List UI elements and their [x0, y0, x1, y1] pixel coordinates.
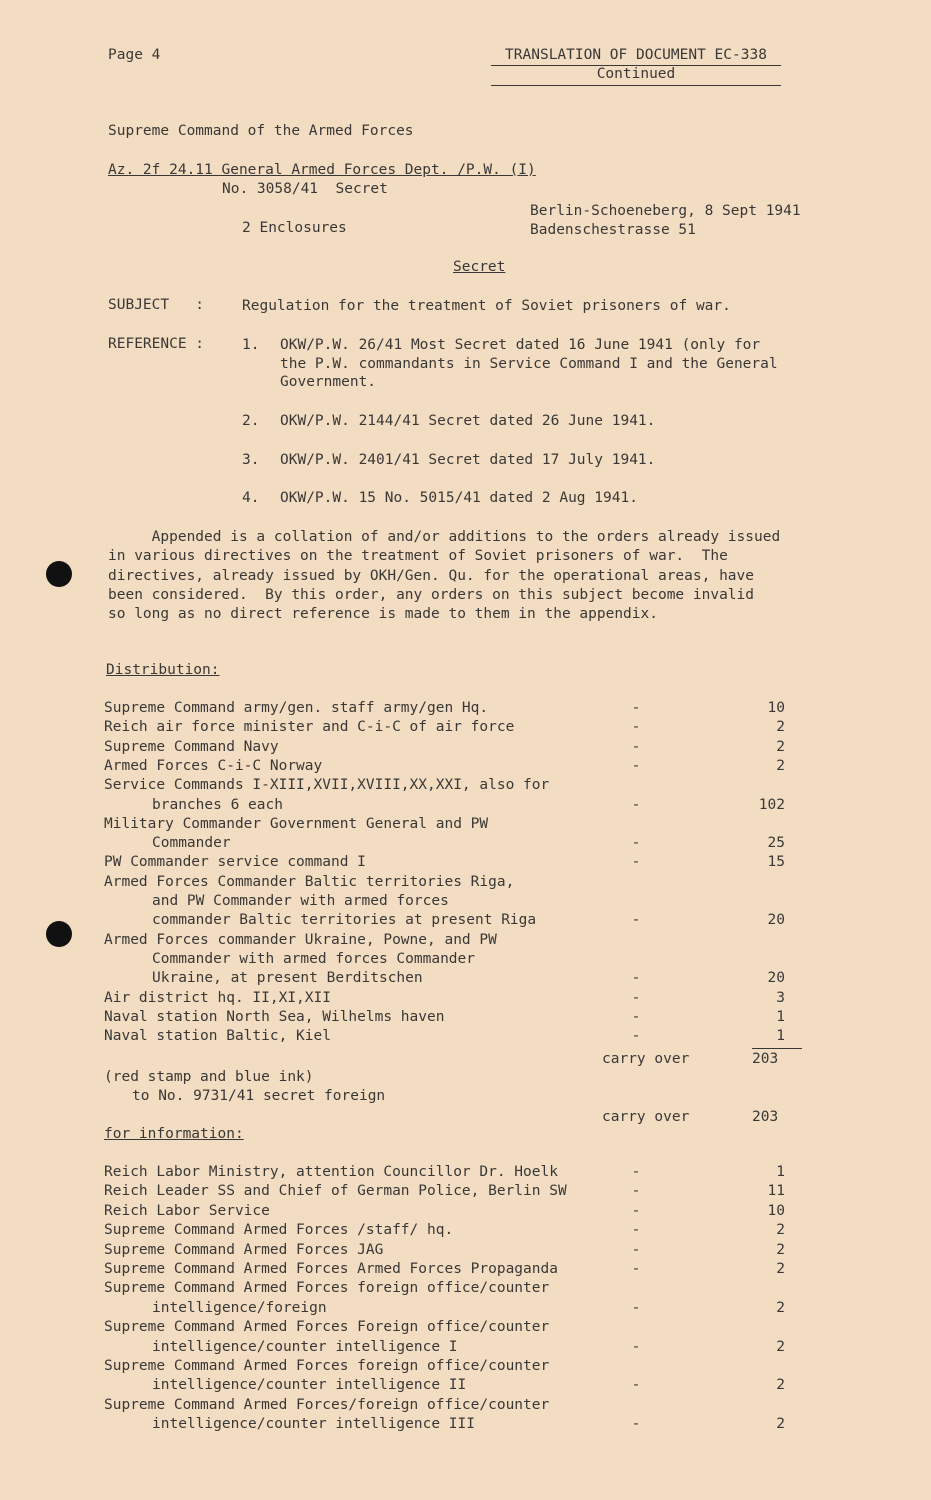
punch-hole-top [46, 561, 72, 587]
body-line: directives, already issued by OKH/Gen. Qu. for the operational areas, have [108, 568, 755, 584]
information-row [0, 1318, 931, 1337]
distribution-row [0, 718, 931, 737]
information-recipient: Supreme Command Armed Forces foreign office/counter [104, 1280, 550, 1297]
information-recipient: Supreme Command Armed Forces Armed Forces Propaganda [104, 1261, 558, 1277]
information-dash: - [631, 1202, 641, 1219]
reference-line: OKW/P.W. 15 No. 5015/41 dated 2 Aug 1941. [280, 490, 638, 506]
distribution-dash: - [631, 757, 641, 774]
information-recipient: Reich Labor Ministry, attention Councillor Dr. Hoelk [104, 1164, 558, 1180]
enclosures: 2 Enclosures [242, 220, 347, 236]
information-recipient: Reich Leader SS and Chief of German Police, Berlin SW [104, 1183, 567, 1200]
distribution-row [0, 738, 931, 757]
document-continued: Continued [596, 66, 676, 82]
distribution-recipient: and PW Commander with armed forces [152, 893, 449, 909]
information-row [0, 1396, 931, 1415]
information-copies: 2 [776, 1241, 785, 1258]
distribution-row [0, 834, 931, 853]
distribution-row [0, 931, 931, 950]
continued-underline [491, 85, 781, 86]
information-row [0, 1260, 931, 1279]
distribution-copies: 20 [767, 970, 785, 987]
document-title: TRANSLATION OF DOCUMENT EC-338 [505, 47, 767, 63]
information-row [0, 1299, 931, 1318]
distribution-row [0, 1008, 931, 1027]
document-number: No. 3058/41 Secret [222, 181, 388, 197]
information-dash: - [631, 1299, 641, 1316]
distribution-row [0, 757, 931, 776]
distribution-recipient: Reich air force minister and C-i-C of air force [104, 719, 515, 736]
distribution-copies: 2 [776, 719, 785, 736]
sum-rule [752, 1048, 802, 1049]
issuing-org: Supreme Command of the Armed Forces [108, 123, 414, 139]
distribution-copies: 25 [767, 835, 785, 852]
distribution-copies: 1 [776, 1028, 785, 1045]
carry-over-value-2: 203 [752, 1109, 779, 1125]
information-row [0, 1163, 931, 1182]
distribution-recipient: Supreme Command army/gen. staff army/gen Hq. [104, 700, 489, 716]
stamp-note-ref: to No. 9731/41 secret foreign [132, 1088, 386, 1104]
distribution-copies: 15 [767, 854, 785, 871]
body-line: so long as no direct reference is made to them in the appendix. [108, 606, 658, 622]
information-recipient: intelligence/counter intelligence II [152, 1377, 467, 1394]
distribution-copies: 2 [776, 738, 785, 755]
distribution-dash: - [631, 912, 641, 929]
information-copies: 2 [776, 1338, 785, 1355]
distribution-recipient: PW Commander service command I [104, 854, 366, 871]
distribution-recipient: Supreme Command Navy [104, 738, 279, 755]
distribution-heading: Distribution: [106, 662, 220, 678]
carry-over-label-2: carry over [602, 1109, 690, 1125]
distribution-row [0, 873, 931, 892]
distribution-recipient: Commander with armed forces Commander [152, 950, 476, 967]
information-dash: - [631, 1416, 641, 1433]
information-recipient: intelligence/counter intelligence III [152, 1416, 476, 1433]
street-address: Badenschestrasse 51 [530, 222, 696, 238]
distribution-dash: - [631, 719, 641, 736]
information-row [0, 1202, 931, 1221]
reference-label: REFERENCE : [108, 336, 205, 352]
carry-over-value: 203 [752, 1051, 779, 1067]
body-line: Appended is a collation of and/or additions to the orders already issued [108, 529, 781, 545]
distribution-row [0, 796, 931, 815]
information-row [0, 1338, 931, 1357]
distribution-dash: - [631, 835, 641, 852]
information-row [0, 1376, 931, 1395]
distribution-recipient: Armed Forces commander Ukraine, Powne, and PW [104, 931, 497, 948]
file-reference: Az. 2f 24.11 General Armed Forces Dept. /P.W. (I) [108, 162, 536, 178]
information-row [0, 1415, 931, 1434]
reference-number: 4. [242, 490, 260, 506]
distribution-row [0, 815, 931, 834]
reference-number: 2. [242, 413, 260, 429]
reference-line: Government. [280, 374, 377, 390]
distribution-row [0, 969, 931, 988]
information-dash: - [631, 1222, 641, 1239]
reference-line: OKW/P.W. 2401/41 Secret dated 17 July 1941. [280, 452, 656, 468]
information-recipient: Supreme Command Armed Forces foreign office/counter [104, 1358, 550, 1374]
place-date: Berlin-Schoeneberg, 8 Sept 1941 [530, 203, 801, 219]
information-copies: 2 [776, 1261, 785, 1277]
distribution-recipient: Ukraine, at present Berditschen [152, 970, 423, 987]
distribution-copies: 102 [758, 796, 785, 813]
information-copies: 2 [776, 1299, 785, 1316]
distribution-copies: 2 [776, 757, 785, 774]
distribution-row [0, 776, 931, 795]
information-dash: - [631, 1338, 641, 1355]
information-recipient: Reich Labor Service [104, 1202, 270, 1219]
information-copies: 2 [776, 1377, 785, 1394]
information-copies: 10 [767, 1202, 785, 1219]
distribution-copies: 20 [767, 912, 785, 929]
distribution-recipient: branches 6 each [152, 796, 283, 813]
information-copies: 11 [767, 1183, 785, 1200]
information-row [0, 1357, 931, 1376]
information-dash: - [631, 1377, 641, 1394]
information-recipient: intelligence/counter intelligence I [152, 1338, 458, 1355]
information-recipient: Supreme Command Armed Forces JAG [104, 1241, 384, 1258]
distribution-recipient: Military Commander Government General and PW [104, 815, 489, 832]
distribution-recipient: commander Baltic territories at present Riga [152, 912, 537, 929]
distribution-dash: - [631, 854, 641, 871]
information-recipient: Supreme Command Armed Forces/foreign office/counter [104, 1396, 550, 1413]
distribution-recipient: Armed Forces Commander Baltic territories Riga, [104, 873, 515, 890]
information-dash: - [631, 1241, 641, 1258]
page-label: Page 4 [108, 47, 161, 63]
information-row [0, 1241, 931, 1260]
distribution-row [0, 699, 931, 718]
distribution-recipient: Air district hq. II,XI,XII [104, 989, 331, 1006]
information-recipient: Supreme Command Armed Forces Foreign office/counter [104, 1319, 550, 1336]
information-row [0, 1221, 931, 1240]
information-dash: - [631, 1183, 641, 1200]
distribution-copies: 10 [767, 700, 785, 716]
distribution-recipient: Naval station North Sea, Wilhelms haven [104, 1008, 445, 1025]
distribution-dash: - [631, 1008, 641, 1025]
information-recipient: Supreme Command Armed Forces /staff/ hq. [104, 1222, 454, 1239]
distribution-row [0, 892, 931, 911]
distribution-row [0, 853, 931, 872]
body-line: been considered. By this order, any orders on this subject become invalid [108, 587, 755, 603]
subject-label: SUBJECT : [108, 297, 205, 313]
carry-over-label: carry over [602, 1051, 690, 1067]
information-dash: - [631, 1261, 641, 1277]
classification: Secret [453, 259, 506, 275]
information-recipient: intelligence/foreign [152, 1299, 327, 1316]
distribution-dash: - [631, 700, 641, 716]
distribution-row [0, 1027, 931, 1046]
reference-line: the P.W. commandants in Service Command I and the General [280, 356, 778, 372]
distribution-row [0, 911, 931, 930]
distribution-dash: - [631, 738, 641, 755]
distribution-dash: - [631, 989, 641, 1006]
distribution-copies: 3 [776, 989, 785, 1006]
information-copies: 2 [776, 1222, 785, 1239]
distribution-recipient: Naval station Baltic, Kiel [104, 1028, 331, 1045]
body-line: in various directives on the treatment of Soviet prisoners of war. The [108, 548, 728, 564]
distribution-recipient: Commander [152, 835, 231, 852]
distribution-dash: - [631, 1028, 641, 1045]
reference-line: OKW/P.W. 2144/41 Secret dated 26 June 1941. [280, 413, 656, 429]
information-row [0, 1279, 931, 1298]
distribution-dash: - [631, 796, 641, 813]
information-row [0, 1182, 931, 1201]
information-heading: for information: [104, 1126, 244, 1142]
information-copies: 1 [776, 1164, 785, 1180]
reference-number: 1. [242, 337, 260, 353]
distribution-copies: 1 [776, 1008, 785, 1025]
distribution-row [0, 989, 931, 1008]
reference-number: 3. [242, 452, 260, 468]
reference-line: OKW/P.W. 26/41 Most Secret dated 16 June 1941 (only for [280, 337, 761, 353]
distribution-row [0, 950, 931, 969]
distribution-dash: - [631, 970, 641, 987]
stamp-note: (red stamp and blue ink) [104, 1069, 314, 1085]
distribution-recipient: Armed Forces C-i-C Norway [104, 757, 323, 774]
information-copies: 2 [776, 1416, 785, 1433]
distribution-recipient: Service Commands I-XIII,XVII,XVIII,XX,XXI, also for [104, 777, 550, 794]
subject-text: Regulation for the treatment of Soviet prisoners of war. [242, 298, 731, 314]
information-dash: - [631, 1164, 641, 1180]
